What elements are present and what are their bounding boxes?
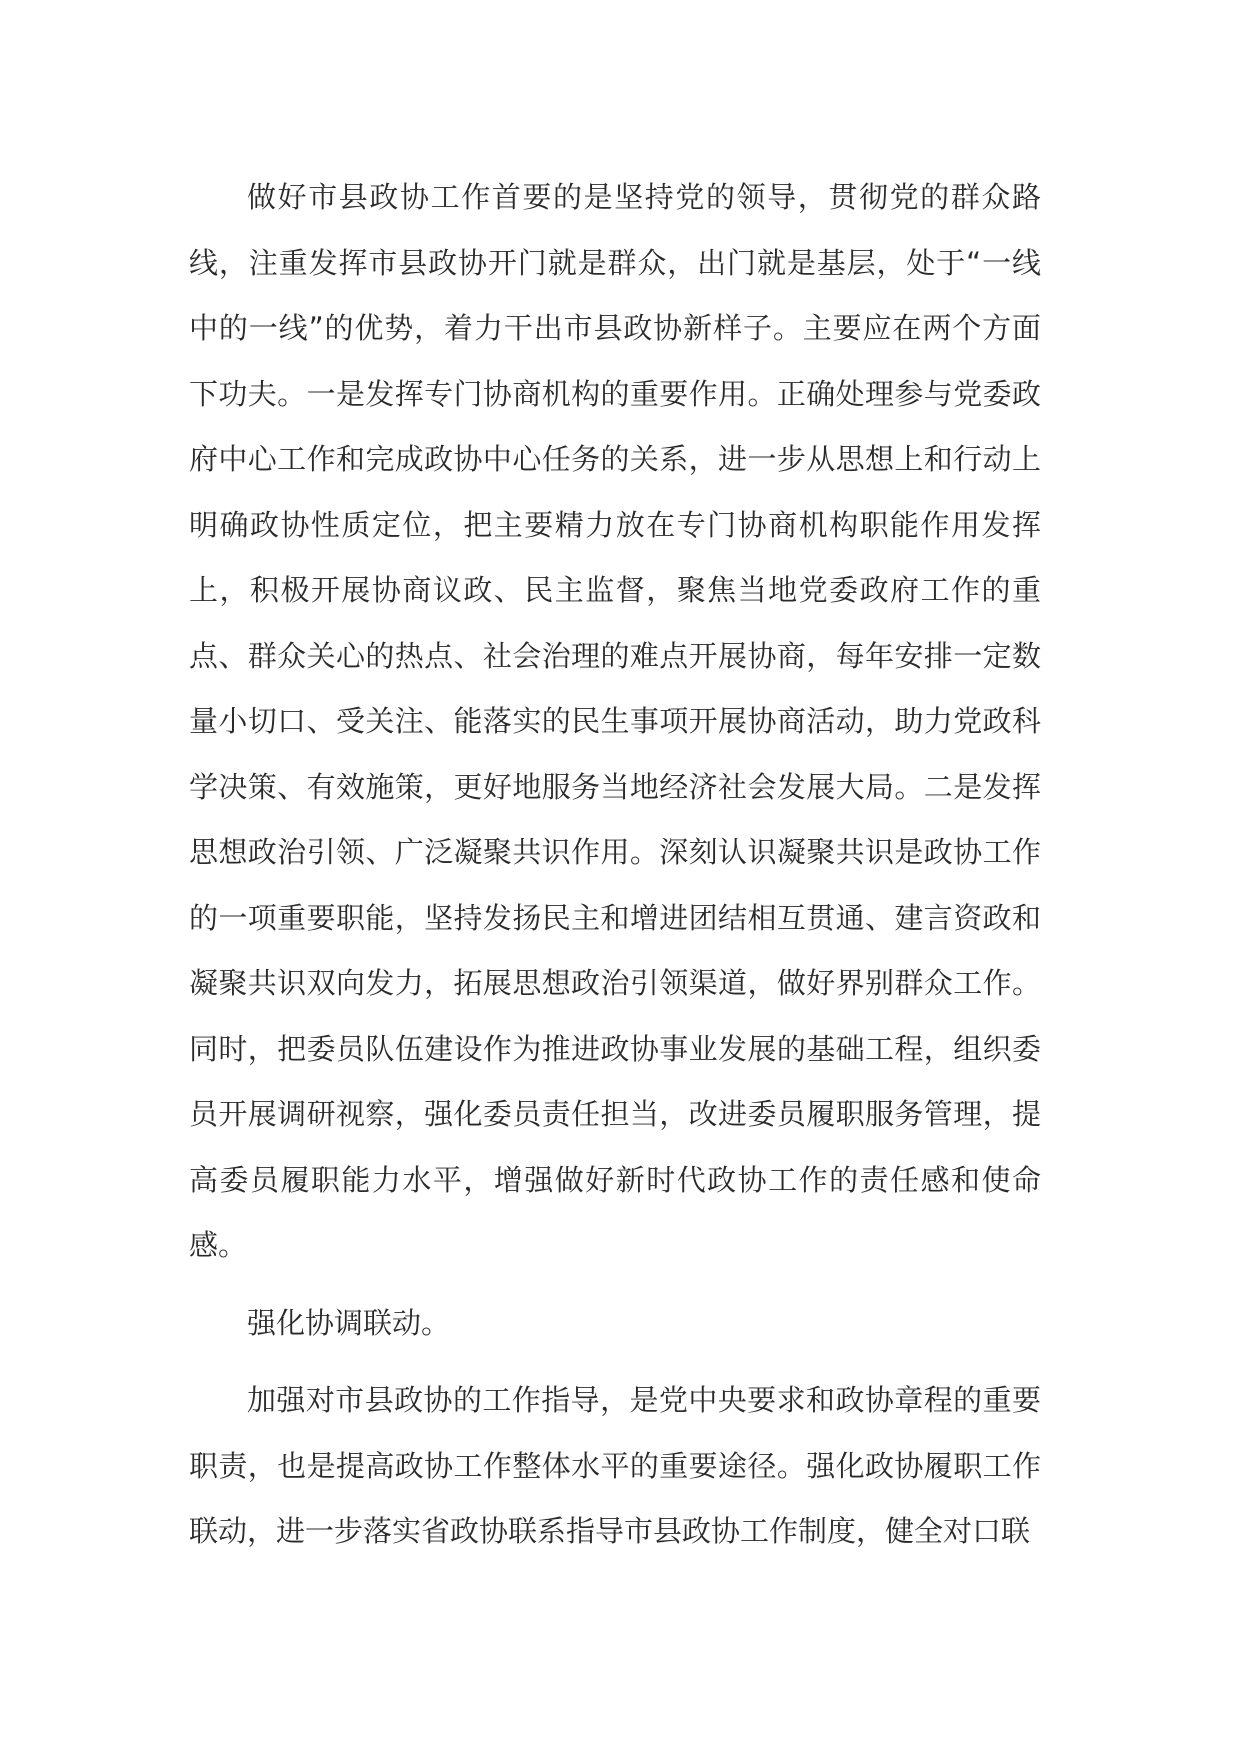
paragraph-heading-coordination: 强化协调联动。 (247, 1305, 451, 1340)
paragraph-work-principles: 做好市县政协工作首要的是坚持党的领导，贯彻党的群众路线，注重发挥市县政协开门就是群众，出门就是基层，处于“一线中的一线”的优势，着力干出市县政协新样子。主要应在两个方面下功夫。一是发挥专门协商机构的重要作用。正确处理参与党委政府中心工作和完成政协中心任务的关系，进一步从思想上和行动上明确政协性质定位，把主要精力放在专门协商机构职能作用发挥上，积极开展协商议政、民主监督，聚焦当地党委政府工作的重点、群众关心的热点、社会治理的难点开展协商，每年安排一定数量小切口、受关注、能落实的民生事项开展协商活动，助力党政科学决策、有效施策，更好地服务当地经济社会发展大局。二是发挥思想政治引领、广泛凝聚共识作用。深刻认识凝聚共识是政协工作的一项重要职能，坚持发扬民主和增进团结相互贯通、建言资政和凝聚共识双向发力，拓展思想政治引领渠道，做好界别群众工作。同时，把委员队伍建设作为推进政协事业发展的基础工程，组织委员开展调研视察，强化委员责任担当，改进委员履职服务管理，提高委员履职能力水平，增强做好新时代政协工作的责任感和使命感。 (189, 180, 1041, 1262)
document-body (189, 165, 1041, 1565)
paragraph-guidance: 加强对市县政协的工作指导，是党中央要求和政协章程的重要职责，也是提高政协工作整体水平的重要途径。强化政协履职工作联动，进一步落实省政协联系指导市县政协工作制度，健全对口联 (189, 1383, 1041, 1548)
